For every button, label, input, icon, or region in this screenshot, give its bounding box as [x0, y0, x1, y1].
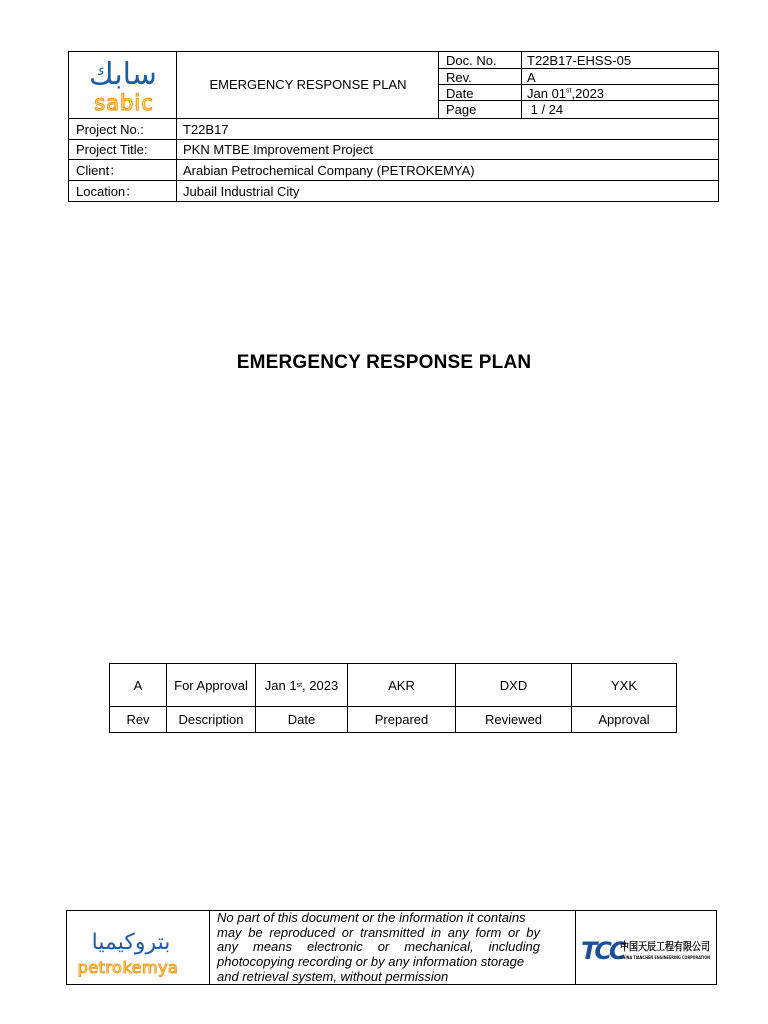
project-label: Client：: [76, 163, 123, 178]
meta-label-cell: [438, 51, 522, 69]
prepared-cell: AKR: [347, 663, 456, 707]
sabic-logo-cell: [68, 51, 177, 119]
revision-cell: A: [109, 663, 167, 707]
notice-line: No part of this document or the information it contains: [217, 910, 526, 925]
page-value: 1 / 24: [527, 102, 564, 117]
reviewed-header: Reviewed: [455, 706, 572, 733]
petrokemya-logo-latin: petrokemya: [77, 958, 179, 977]
meta-label: Date: [446, 86, 474, 101]
project-label-cell: [68, 139, 177, 160]
project-label: Project No.:: [76, 122, 144, 137]
tcc-logo-chinese: 中国天辰工程有限公司: [620, 940, 730, 953]
tcc-logo: [576, 911, 741, 984]
meta-label: Doc. No.: [446, 53, 497, 68]
date-header: Date: [255, 706, 348, 733]
description-cell: For Approval: [166, 663, 256, 707]
meta-label-cell: [438, 84, 522, 101]
project-value-cell: [176, 180, 719, 202]
notice-line: photocopying recording or by any information storage: [217, 954, 525, 970]
copyright-notice: [217, 911, 540, 985]
page-title: EMERGENCY RESPONSE PLAN: [236, 352, 532, 373]
meta-label: Page: [446, 102, 477, 117]
petrokemya-logo-arabic: بتروكيميا: [91, 930, 171, 955]
tcc-logo-cell: [575, 910, 741, 985]
date-value: Jan 01st,2023: [527, 86, 605, 101]
reviewed-cell: DXD: [455, 663, 572, 707]
tcc-logo-english: CHINA TIANCHEN ENGINEERING CORPORATION: [620, 956, 741, 961]
petrokemya-logo: [67, 911, 209, 984]
project-label-cell: [68, 159, 177, 181]
project-value-cell: [176, 139, 719, 160]
project-label-cell: [68, 118, 177, 140]
approval-header: Approval: [571, 706, 677, 733]
sabic-logo-latin: sabic: [94, 91, 154, 115]
project-value-cell: [176, 159, 719, 181]
revision-table: [109, 663, 677, 733]
location-value: Jubail Industrial City: [183, 184, 300, 199]
meta-label-cell: [438, 68, 522, 85]
header-document-title: EMERGENCY RESPONSE PLAN: [209, 77, 407, 92]
sabic-logo: [69, 52, 176, 118]
document-header-table: [68, 51, 719, 202]
meta-value-cell: [521, 68, 719, 85]
petrokemya-logo-cell: [66, 910, 210, 985]
revision-header: Rev: [109, 706, 167, 733]
project-label-cell: [68, 180, 177, 202]
date-cell: Jan 1 st , 2023: [255, 663, 348, 707]
header-title-cell: [176, 51, 439, 119]
notice-line: any means electronic or mechanical, including: [217, 939, 540, 955]
revision-value: A: [527, 70, 536, 85]
project-value-cell: [176, 118, 719, 140]
approval-cell: YXK: [571, 663, 677, 707]
project-number-value: T22B17: [183, 122, 229, 137]
prepared-header: Prepared: [347, 706, 456, 733]
sabic-logo-arabic: سابك: [89, 57, 157, 92]
meta-label: Rev.: [446, 70, 472, 85]
notice-line: and retrieval system, without permission: [217, 968, 449, 984]
tcc-logo-mark: TCC: [581, 937, 624, 965]
description-header: Description: [166, 706, 256, 733]
client-value: Arabian Petrochemical Company (PETROKEMYA): [183, 163, 475, 178]
footer-table: [66, 910, 741, 985]
project-label: Location：: [76, 184, 139, 199]
doc-number-value: T22B17-EHSS-05: [527, 53, 632, 68]
meta-value-cell: [521, 51, 719, 69]
project-title-value: PKN MTBE Improvement Project: [183, 142, 373, 157]
notice-line: may be reproduced or transmitted in any form or by: [217, 924, 540, 940]
copyright-notice-cell: [209, 910, 576, 985]
meta-value-cell: [521, 84, 719, 101]
meta-value-cell: [521, 100, 719, 119]
project-label: Project Title:: [76, 142, 148, 157]
meta-label-cell: [438, 100, 522, 119]
